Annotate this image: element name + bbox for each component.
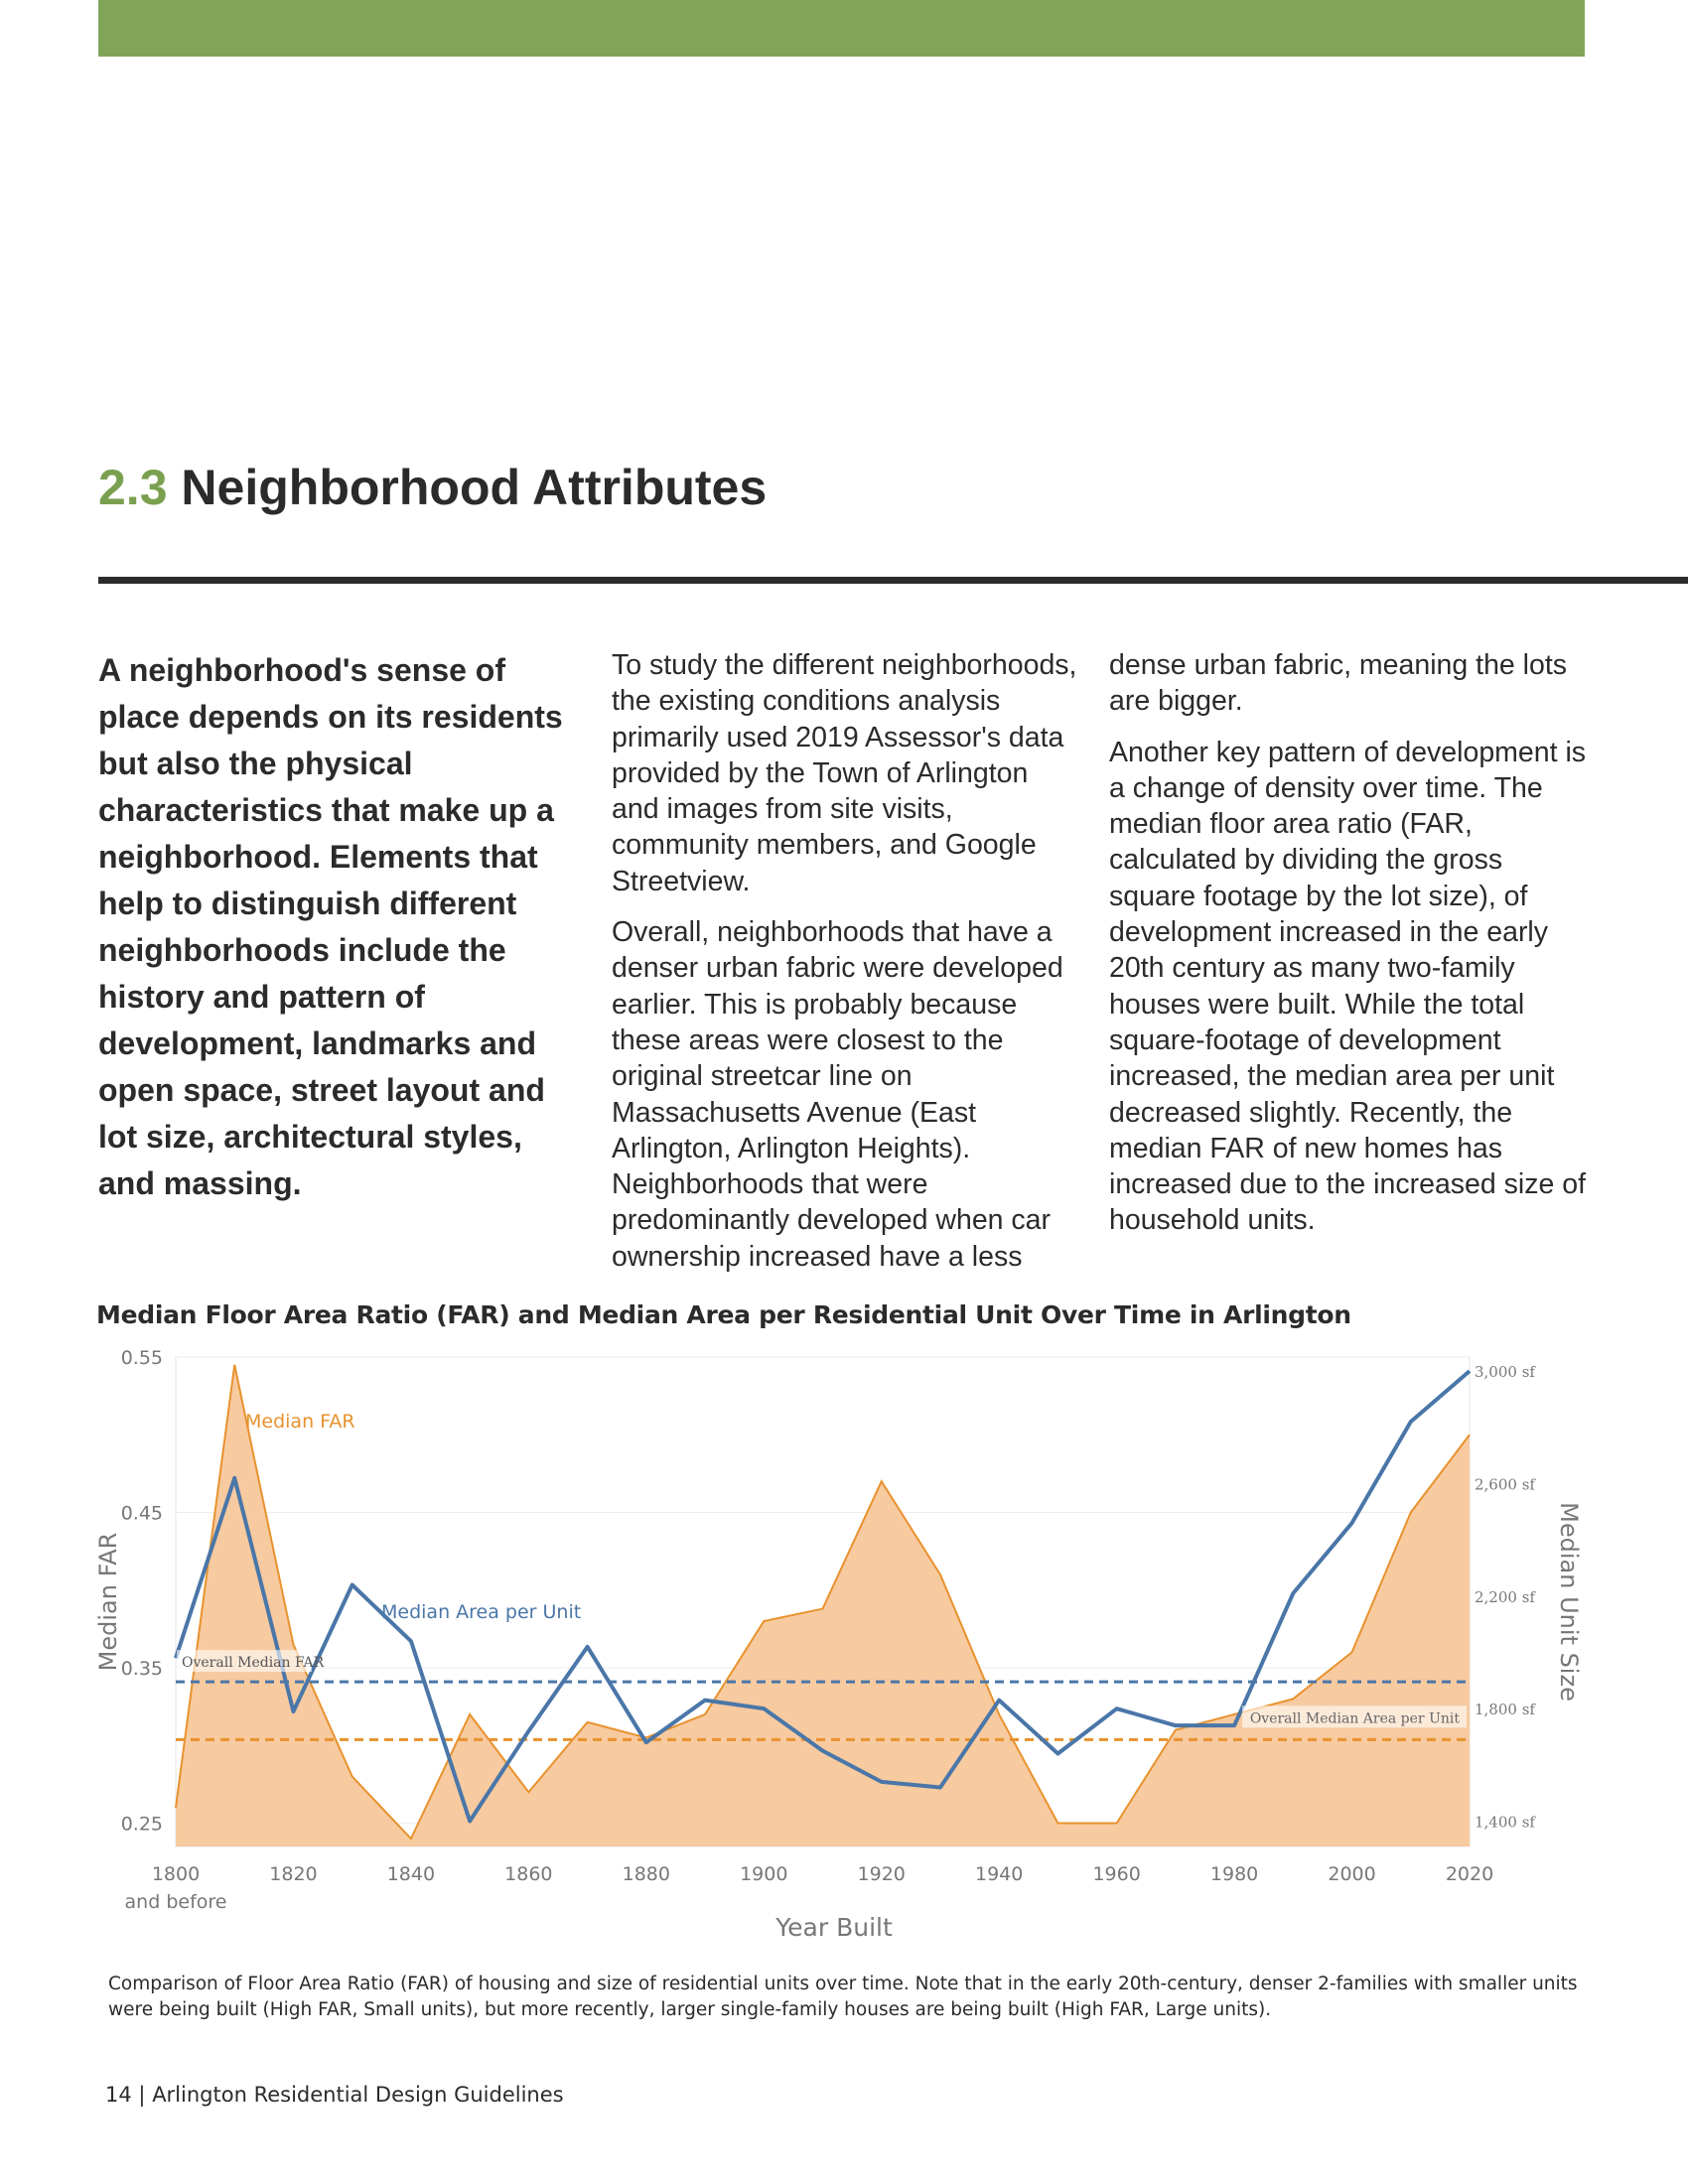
- intro-text: A neighborhood's sense of place depends on its residents but also the physical characteristics that make up a neighborhood. Elements that help to distinguish different neighborhoods include the history and pattern of development, landmarks and open space, street layout and lot size, architectural styles, and massing.: [98, 652, 563, 1201]
- page-number: 14: [105, 2083, 132, 2107]
- y-right-tick-label: 1,800 sf: [1475, 1701, 1535, 1719]
- y-right-tick-label: 1,400 sf: [1475, 1813, 1535, 1832]
- y-right-tick-label: 2,200 sf: [1475, 1587, 1535, 1606]
- far-unit-size-chart: [0, 1330, 1688, 1946]
- y-left-tick-label: 0.35: [120, 1658, 163, 1681]
- section-number: 2.3: [98, 460, 168, 515]
- y-right-tick-label: 3,000 sf: [1475, 1363, 1535, 1382]
- body-paragraph: Overall, neighborhoods that have a denser urban fabric were developed earlier. This is probably because these areas were closest to the original streetcar line on Massachusetts Avenue (East Arlington, Arlington Heights). Neighborhoods that were predominantly developed when car ownership increased have a less: [612, 916, 1063, 1273]
- x-tick-label: 1880: [622, 1863, 670, 1885]
- document-title: Arlington Residential Design Guidelines: [152, 2083, 564, 2107]
- header-color-bar: [98, 0, 1585, 57]
- y-left-tick-label: 0.25: [120, 1813, 163, 1836]
- y-right-tick-label: 2,600 sf: [1475, 1475, 1535, 1494]
- chart-caption: Comparison of Floor Area Ratio (FAR) of housing and size of residential units over time. Note that in the early 20th-century, denser 2-families with smaller units were being built (High FAR, Small units), but more recently, larger single-family houses are being built (High FAR, Large units).: [108, 1974, 1578, 2020]
- x-tick-sublabel: and before: [124, 1891, 227, 1913]
- x-tick-label: 1840: [386, 1863, 436, 1885]
- y-left-axis-title: Median FAR: [94, 1532, 122, 1672]
- overall-median-far-label: Overall Median FAR: [182, 1655, 325, 1672]
- y-left-tick-label: 0.55: [120, 1347, 163, 1369]
- x-tick-label: 1820: [269, 1863, 318, 1885]
- x-tick-label: 2020: [1445, 1863, 1494, 1885]
- x-tick-label: 1940: [975, 1863, 1024, 1885]
- body-column-1: [612, 647, 1078, 1290]
- section-heading: [98, 459, 767, 516]
- overall-median-area-label: Overall Median Area per Unit: [1249, 1710, 1460, 1727]
- footer-separator: |: [138, 2083, 146, 2107]
- body-paragraph: Another key pattern of development is a change of density over time. The median floor area ratio (FAR, calculated by dividing the gross square footage by the lot size), of development increased in the early 20th century as many two-family houses were built. While the total square-footage of development increased, the median area per unit decreased slightly. Recently, the median FAR of new homes has increased due to the increased size of household units.: [1109, 736, 1587, 1237]
- page-footer: [105, 2083, 564, 2107]
- section-title: Neighborhood Attributes: [181, 460, 768, 515]
- chart-title: Median Floor Area Ratio (FAR) and Median Area per Residential Unit Over Time in Arlington: [96, 1300, 1351, 1329]
- unit-size-series-label: Median Area per Unit: [381, 1601, 582, 1623]
- body-column-2: [1109, 647, 1591, 1254]
- x-tick-label: 1980: [1209, 1863, 1259, 1885]
- x-tick-label: 1900: [740, 1863, 788, 1885]
- body-paragraph: dense urban fabric, meaning the lots are bigger.: [1109, 649, 1568, 718]
- y-right-axis-title: Median Unit Size: [1555, 1502, 1583, 1702]
- x-axis-title: Year Built: [775, 1913, 893, 1942]
- x-tick-label: 1960: [1092, 1863, 1141, 1885]
- x-tick-label: 1860: [504, 1863, 553, 1885]
- x-tick-label: 1920: [857, 1863, 906, 1885]
- x-tick-label: 2000: [1328, 1863, 1376, 1885]
- far-series-label: Median FAR: [245, 1411, 355, 1433]
- y-left-tick-label: 0.45: [120, 1502, 163, 1525]
- x-tick-label: 1800: [151, 1863, 201, 1885]
- body-paragraph: To study the different neighborhoods, the existing conditions analysis primarily used 2019 Assessor's data provided by the Town of Arlington and images from site visits, community members, and Google Streetview.: [612, 649, 1077, 897]
- heading-rule: [98, 577, 1688, 584]
